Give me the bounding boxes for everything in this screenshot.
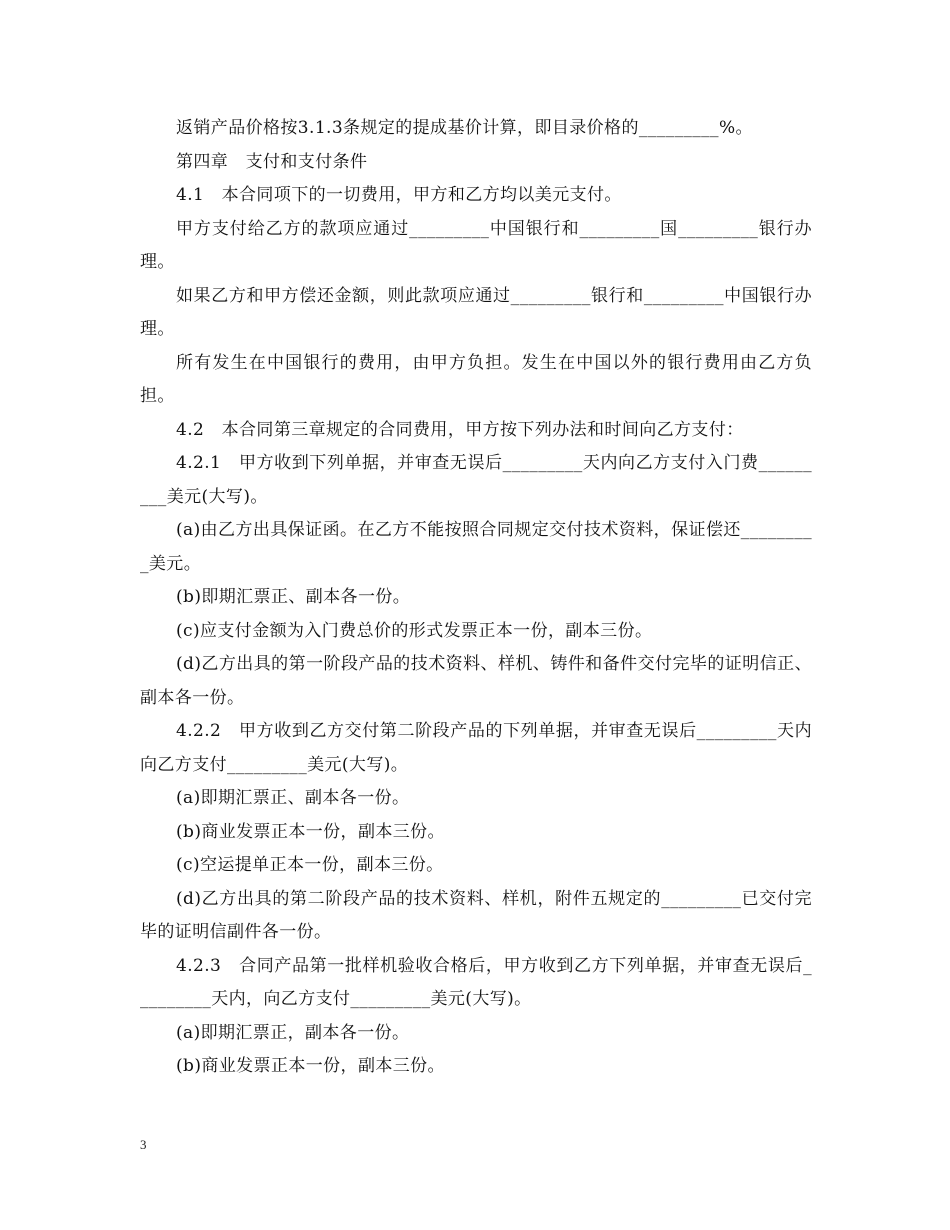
list-item: (a)即期汇票正，副本各一份。 bbox=[176, 1022, 410, 1043]
clause-4-1: 4.1 本合同项下的一切费用，甲方和乙方均以美元支付。 bbox=[176, 185, 622, 205]
clause-4-2-3: 4.2.3 合同产品第一批样机验收合格后，甲方收到乙方下列单据，并审查无误后_________天内，向乙方支付_________美元(大写)。 bbox=[140, 955, 812, 1009]
clause-4-2: 4.2 本合同第三章规定的合同费用，甲方按下列办法和时间向乙方支付： bbox=[176, 419, 744, 440]
list-item: (b)商业发票正本一份，副本三份。 bbox=[176, 821, 445, 842]
list-item: (a)即期汇票正、副本各一份。 bbox=[176, 788, 410, 808]
clause-4-2-2: 4.2.2 甲方收到乙方交付第二阶段产品的下列单据，并审查无误后_________天内向乙方支付_________美元(大写)。 bbox=[140, 721, 812, 775]
list-item: (c)应支付金额为入门费总价的形式发票正本一份，副本三份。 bbox=[176, 620, 653, 641]
list-item: (a)由乙方出具保证函。在乙方不能按照合同规定交付技术资料，保证偿还_________美元。 bbox=[140, 520, 812, 574]
paragraph-payment-bank: 甲方支付给乙方的款项应通过_________中国银行和_________国_________银行办理。 bbox=[140, 218, 812, 272]
list-item: (b)即期汇票正、副本各一份。 bbox=[176, 587, 411, 607]
paragraph-repayment-bank: 如果乙方和甲方偿还金额，则此款项应通过_________银行和_________中国银行办理。 bbox=[140, 285, 812, 339]
clause-4-2-1: 4.2.1 甲方收到下列单据，并审查无误后_________天内向乙方支付入门费_________美元(大写)。 bbox=[140, 453, 812, 507]
document-body bbox=[140, 112, 812, 1084]
paragraph-return-price: 返销产品价格按3.1.3条规定的提成基价计算，即目录价格的_________%。 bbox=[176, 118, 753, 138]
list-item: (b)商业发票正本一份，副本三份。 bbox=[176, 1056, 445, 1076]
list-item: (c)空运提单正本一份，副本三份。 bbox=[176, 855, 444, 875]
chapter-heading: 第四章 支付和支付条件 bbox=[176, 151, 368, 172]
list-item: (d)乙方出具的第二阶段产品的技术资料、样机，附件五规定的_________已交付完毕的证明信副件各一份。 bbox=[140, 888, 812, 942]
list-item: (d)乙方出具的第一阶段产品的技术资料、样机、铸件和备件交付完毕的证明信正、副本各一份。 bbox=[140, 654, 812, 708]
page-number: 3 bbox=[140, 1137, 147, 1152]
paragraph-bank-fees: 所有发生在中国银行的费用，由甲方负担。发生在中国以外的银行费用由乙方负担。 bbox=[140, 352, 812, 406]
